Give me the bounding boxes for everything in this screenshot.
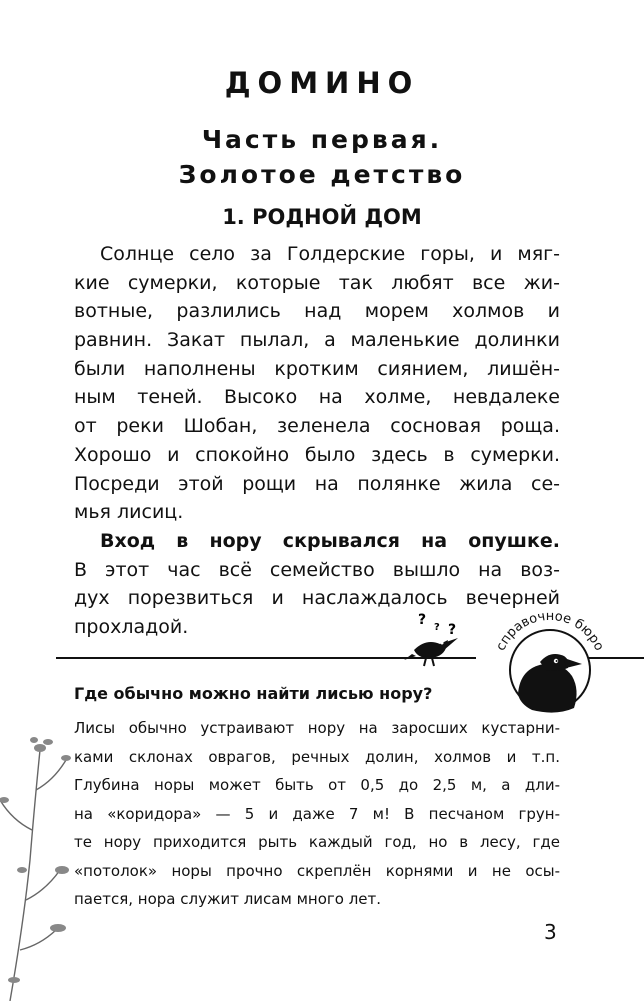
reference-bureau-badge: [484, 598, 614, 728]
paragraph-line: вотные, разлились над морем холмов и: [74, 300, 560, 323]
book-title: ДОМИНО: [224, 66, 420, 100]
paragraph-line: от реки Шобан, зеленела сосновая роща.: [74, 415, 560, 438]
paragraph-line: дух порезвиться и наслаждалось вечерней: [74, 587, 560, 610]
bold-paragraph-line: Вход в нору скрывался на опушке.: [100, 529, 560, 552]
answer-line: на «коридора» — 5 и даже 7 м! В песчаном грун-: [74, 804, 560, 823]
magpie-doodle-icon: [404, 610, 468, 670]
question-heading: Где обычно можно найти лисью нору?: [74, 684, 433, 703]
paragraph-line: прохладой.: [74, 615, 189, 638]
section-divider: [56, 657, 476, 659]
paragraph-line: ным теней. Высоко на холме, невдалеке: [74, 386, 560, 409]
paragraph-line: Солнце село за Голдерские горы, и мяг-: [100, 243, 560, 265]
reference-answer: [74, 714, 560, 914]
answer-line: ками склонах оврагов, речных долин, холмов и т.п.: [74, 747, 560, 766]
answer-line: те нору приходится рыть каждый год, но в лесу, где: [74, 833, 560, 851]
answer-line: Глубина норы может быть от 0,5 до 2,5 м, а дли-: [74, 776, 560, 794]
page-number: 3: [544, 920, 557, 944]
part-title-line-1: Часть первая.: [201, 125, 443, 154]
answer-line: пается, нора служит лисам много лет.: [74, 890, 382, 908]
paragraph-line: мья лисиц.: [74, 501, 184, 524]
paragraph-line: равнин. Закат пылал, а маленькие долинки: [74, 329, 560, 352]
plant-illustration-icon: [0, 720, 72, 1001]
svg-text:?: ?: [448, 622, 457, 638]
svg-text:?: ?: [434, 622, 440, 633]
paragraph-line: В этот час всё семейство вышло на воз-: [74, 558, 560, 581]
paragraph-line: Хорошо и спокойно было здесь в сумерки.: [74, 443, 560, 466]
paragraph-line: были наполнены кротким сиянием, лишён-: [74, 357, 560, 380]
answer-line: «потолок» норы прочно скреплён корнями и не осы-: [74, 861, 560, 880]
svg-text:?: ?: [418, 612, 427, 628]
part-title: [0, 122, 644, 192]
part-title-line-2: Золотое детство: [178, 160, 466, 189]
story-text: [74, 240, 560, 642]
paragraph-line: кие сумерки, которые так любят все жи-: [74, 271, 560, 294]
badge-label: справочное бюро: [493, 608, 607, 654]
answer-line: Лисы обычно устраивают нору на заросших кустарни-: [74, 719, 560, 737]
paragraph-line: Посреди этой рощи на полянке жила се-: [74, 472, 560, 495]
chapter-title: 1. РОДНОЙ ДОМ: [222, 205, 422, 229]
